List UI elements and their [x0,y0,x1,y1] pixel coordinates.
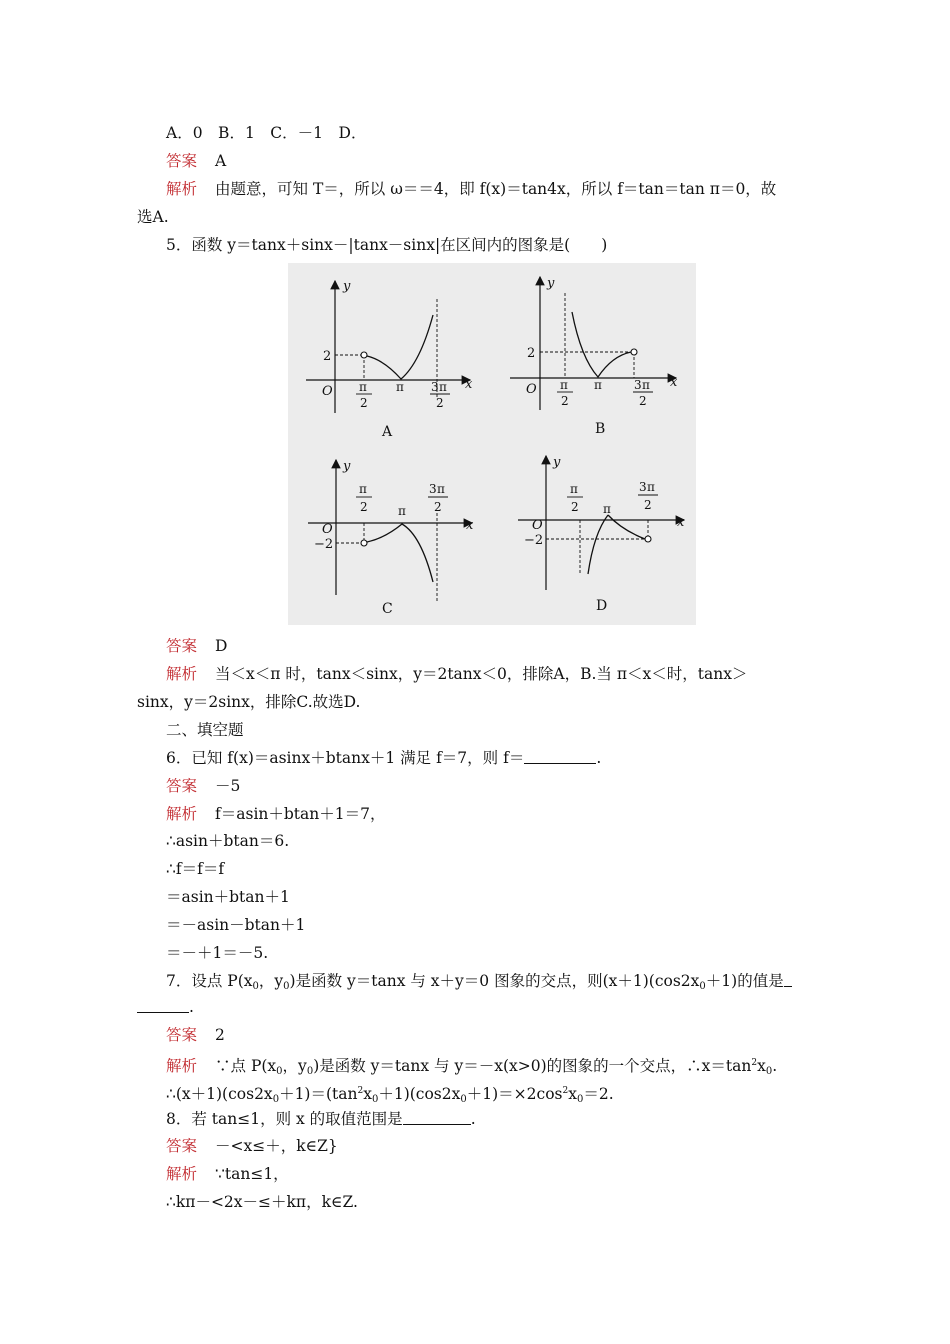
graph-c-curve [367,524,433,582]
q7-line2-e: ＋1)＝×2cos [466,1085,563,1103]
graph-a-tick-3pi2-num-3: 3 [431,380,439,394]
graph-d-curve-right [608,515,645,539]
q7-line2-f: x [568,1085,577,1103]
q6-answer: －5 [215,777,241,795]
graph-d-caption: D [596,598,608,614]
q7-sub: 0 [306,1066,314,1077]
graph-c-x-label: x [466,518,474,533]
q7-sub: 0 [276,1066,283,1077]
graph-b-origin: O [526,382,537,397]
graph-d [518,455,685,614]
q7-sub: 0 [283,981,290,992]
q7-sub: 0 [252,981,259,992]
graph-d-tick-3pi2-den: 2 [644,498,652,512]
q7-analysis-line-1 [166,1053,777,1082]
q6-analysis-line-4: ＝asin＋btan＋1 [166,888,290,906]
q6-analysis-text-1: f＝asin＋btan＋1＝7， [215,805,386,823]
graph-d-tick-3pi2-num-3: 3 [639,480,647,494]
q5-number: 5． [166,236,192,254]
graph-b-tick-3pi2-num-3: 3 [634,378,642,392]
analysis-label: 解析 [166,1165,198,1183]
graph-d-tick-pi2-num: π [570,482,578,496]
q7-analysis-d: x [757,1057,766,1075]
graph-b-curve [572,312,631,377]
q6-analysis-line-3: ∴f＝f＝f [166,860,225,878]
q7-answer: 2 [215,1026,225,1044]
q5-stem [166,235,607,255]
q5-analysis-line-2: sinx，y＝2sinx，排除C.故选D. [137,693,361,711]
graph-b-tick-pi: π [594,378,602,392]
q7-sup: 2 [357,1086,364,1096]
graph-a-curve [367,315,433,379]
graph-d-x-label: x [677,515,685,530]
graph-d-tick-pi: π [603,502,611,516]
graph-d-tick-pi2-den: 2 [571,500,579,514]
analysis-label: 解析 [166,805,198,823]
graph-c-caption: C [382,601,393,617]
graph-b-open-point [631,349,637,355]
graph-c [308,459,474,617]
q8-stem-text: 8．若 tan≤1，则 x 的取值范围是 [166,1110,403,1128]
graph-b-tick-2: 2 [527,346,536,361]
analysis-label: 解析 [166,665,198,683]
answer-label: 答案 [166,777,198,795]
graph-a-caption: A [382,424,393,440]
q7-answer-blank-start [784,972,792,987]
q7-line2-b: ＋1)＝(tan [279,1085,358,1103]
q6-answer-blank [524,749,596,764]
graph-d-tick-neg2: −2 [524,533,544,548]
graph-a-x-label: x [465,377,473,392]
graph-a-tick-pi2-num: π [359,380,367,394]
q8-analysis-text-1: ∵tan≤1， [215,1165,289,1183]
graph-d-y-label: y [553,455,561,470]
graph-b-tick-3pi2-den: 2 [639,394,647,408]
graph-d-tick-3pi2-num-pi: π [647,480,655,494]
graph-a-tick-3pi2-den: 2 [436,396,444,410]
q7-analysis-line-2 [166,1081,614,1110]
q5-analysis-text-1: 当＜x＜π 时，tanx＜sinx，y＝2tanx＜0，排除A，B.当 π＜x＜时，tanx＞ [215,665,748,683]
q7-sub: 0 [272,1094,280,1105]
q5-answer-line [166,636,227,656]
q4-answer-line [166,151,226,171]
graph-a-tick-pi2-den: 2 [360,396,368,410]
analysis-label: 解析 [166,180,198,198]
q4-answer: A [215,152,227,170]
analysis-label: 解析 [166,1057,198,1075]
q7-analysis-e: . [772,1057,778,1075]
q8-answer-blank [403,1110,471,1125]
q7-stem-b: ，y [258,972,284,990]
graph-b-y-label: y [547,276,555,291]
graph-c-tick-pi: π [398,504,406,518]
q5-figure [288,263,696,625]
q5-graphs-svg [288,263,696,625]
q5-analysis-line-1 [166,664,747,684]
answer-label: 答案 [166,152,198,170]
q8-analysis-line-2: ∴kπ－<2x－≤＋kπ，k∈Z. [166,1193,358,1211]
q5-stem-text: 函数 y＝tanx＋sinx－|tanx－sinx|在区间内的图象是( ) [191,236,608,254]
q7-line2-a: ∴(x＋1)(cos2x [166,1085,273,1103]
graph-d-origin: O [532,518,543,533]
graph-b-caption: B [595,421,606,437]
q7-analysis-c: )是函数 y＝tanx 与 y＝－x(x>0)的图象的一个交点，∴x＝tan [313,1057,752,1075]
q7-sub: 0 [371,1094,379,1105]
graph-a-y-label: y [343,279,351,294]
graph-c-origin: O [322,522,333,537]
answer-label: 答案 [166,1026,198,1044]
q7-line2-c: x [363,1085,372,1103]
q7-stem-end: . [189,998,194,1016]
q7-stem-c: )是函数 y＝tanx 与 x＋y＝0 图象的交点，则(x＋1)(cos2x [289,972,700,990]
graph-c-tick-pi2-num: π [359,482,367,496]
q5-answer: D [215,637,228,655]
q7-stem-line-2 [137,997,194,1017]
graph-c-open-point [361,540,367,546]
q4-analysis-line-1 [166,179,776,199]
q6-analysis-line-6: ＝－＋1＝－5. [166,944,269,962]
q7-sub: 0 [460,1094,467,1105]
graph-c-tick-neg2: −2 [314,537,334,552]
q7-stem-d: ＋1)的值是 [705,972,784,990]
q7-answer-line [166,1025,225,1045]
q6-analysis-line-2: ∴asin＋btan＝6. [166,832,290,850]
graph-a-open-point [361,352,367,358]
graph-a-tick-3pi2-num-pi: π [439,380,447,394]
q8-analysis-line-1 [166,1164,289,1184]
graph-a-tick-pi: π [396,380,404,394]
graph-c-y-label: y [343,459,351,474]
graph-c-tick-3pi2-num-3: 3 [429,482,437,496]
graph-c-tick-3pi2-num-pi: π [437,482,445,496]
graph-b-tick-3pi2-num-pi: π [642,378,650,392]
q7-stem [166,971,792,997]
q6-stem-text: 6．已知 f(x)＝asinx＋btanx＋1 满足 f＝7，则 f＝ [166,749,525,767]
section-heading: 二、填空题 [166,721,244,739]
q7-answer-blank [137,998,189,1013]
q8-answer: －<x≤＋，k∈Z} [215,1137,338,1155]
graph-c-tick-3pi2-den: 2 [434,500,442,514]
graph-d-curve-left [588,515,608,574]
answer-label: 答案 [166,1137,198,1155]
q7-sub: 0 [699,981,706,992]
graph-a-tick-2: 2 [323,349,332,364]
q8-answer-line [166,1136,338,1156]
q7-stem-a: 7．设点 P(x [166,972,253,990]
q6-answer-line [166,776,240,796]
graph-d-open-point [645,536,651,542]
q4-options: A．0 B．1 C．－1 D． [166,124,367,142]
graph-b-tick-pi2-den: 2 [561,394,569,408]
q8-stem [166,1109,476,1129]
q7-sub: 0 [765,1066,773,1077]
q4-analysis-text-1: 由题意，可知 T＝，所以 ω＝＝4，即 f(x)＝tan4x，所以 f＝tan＝tan π＝0，故 [215,180,777,198]
q4-analysis-line-2: 选A. [137,208,169,226]
q7-sub: 0 [576,1094,584,1105]
q6-stem [166,748,601,768]
answer-label: 答案 [166,637,198,655]
q7-sup: 2 [751,1058,758,1068]
q6-stem-end: . [596,749,602,767]
q7-sup: 2 [562,1086,569,1096]
graph-b [510,276,678,437]
q8-stem-end: . [470,1110,476,1128]
q7-analysis-a: ∵点 P(x [215,1057,277,1075]
graph-a [306,279,473,440]
q6-analysis-line-1 [166,804,386,824]
graph-a-origin: O [322,384,333,399]
q7-line2-d: ＋1)(cos2x [378,1085,461,1103]
graph-b-x-label: x [670,375,678,390]
q7-analysis-b: ，y [282,1057,307,1075]
graph-b-tick-pi2-num: π [560,378,568,392]
q7-line2-g: ＝2. [583,1085,614,1103]
graph-c-tick-pi2-den: 2 [360,500,368,514]
q6-analysis-line-5: ＝－asin－btan＋1 [166,916,306,934]
